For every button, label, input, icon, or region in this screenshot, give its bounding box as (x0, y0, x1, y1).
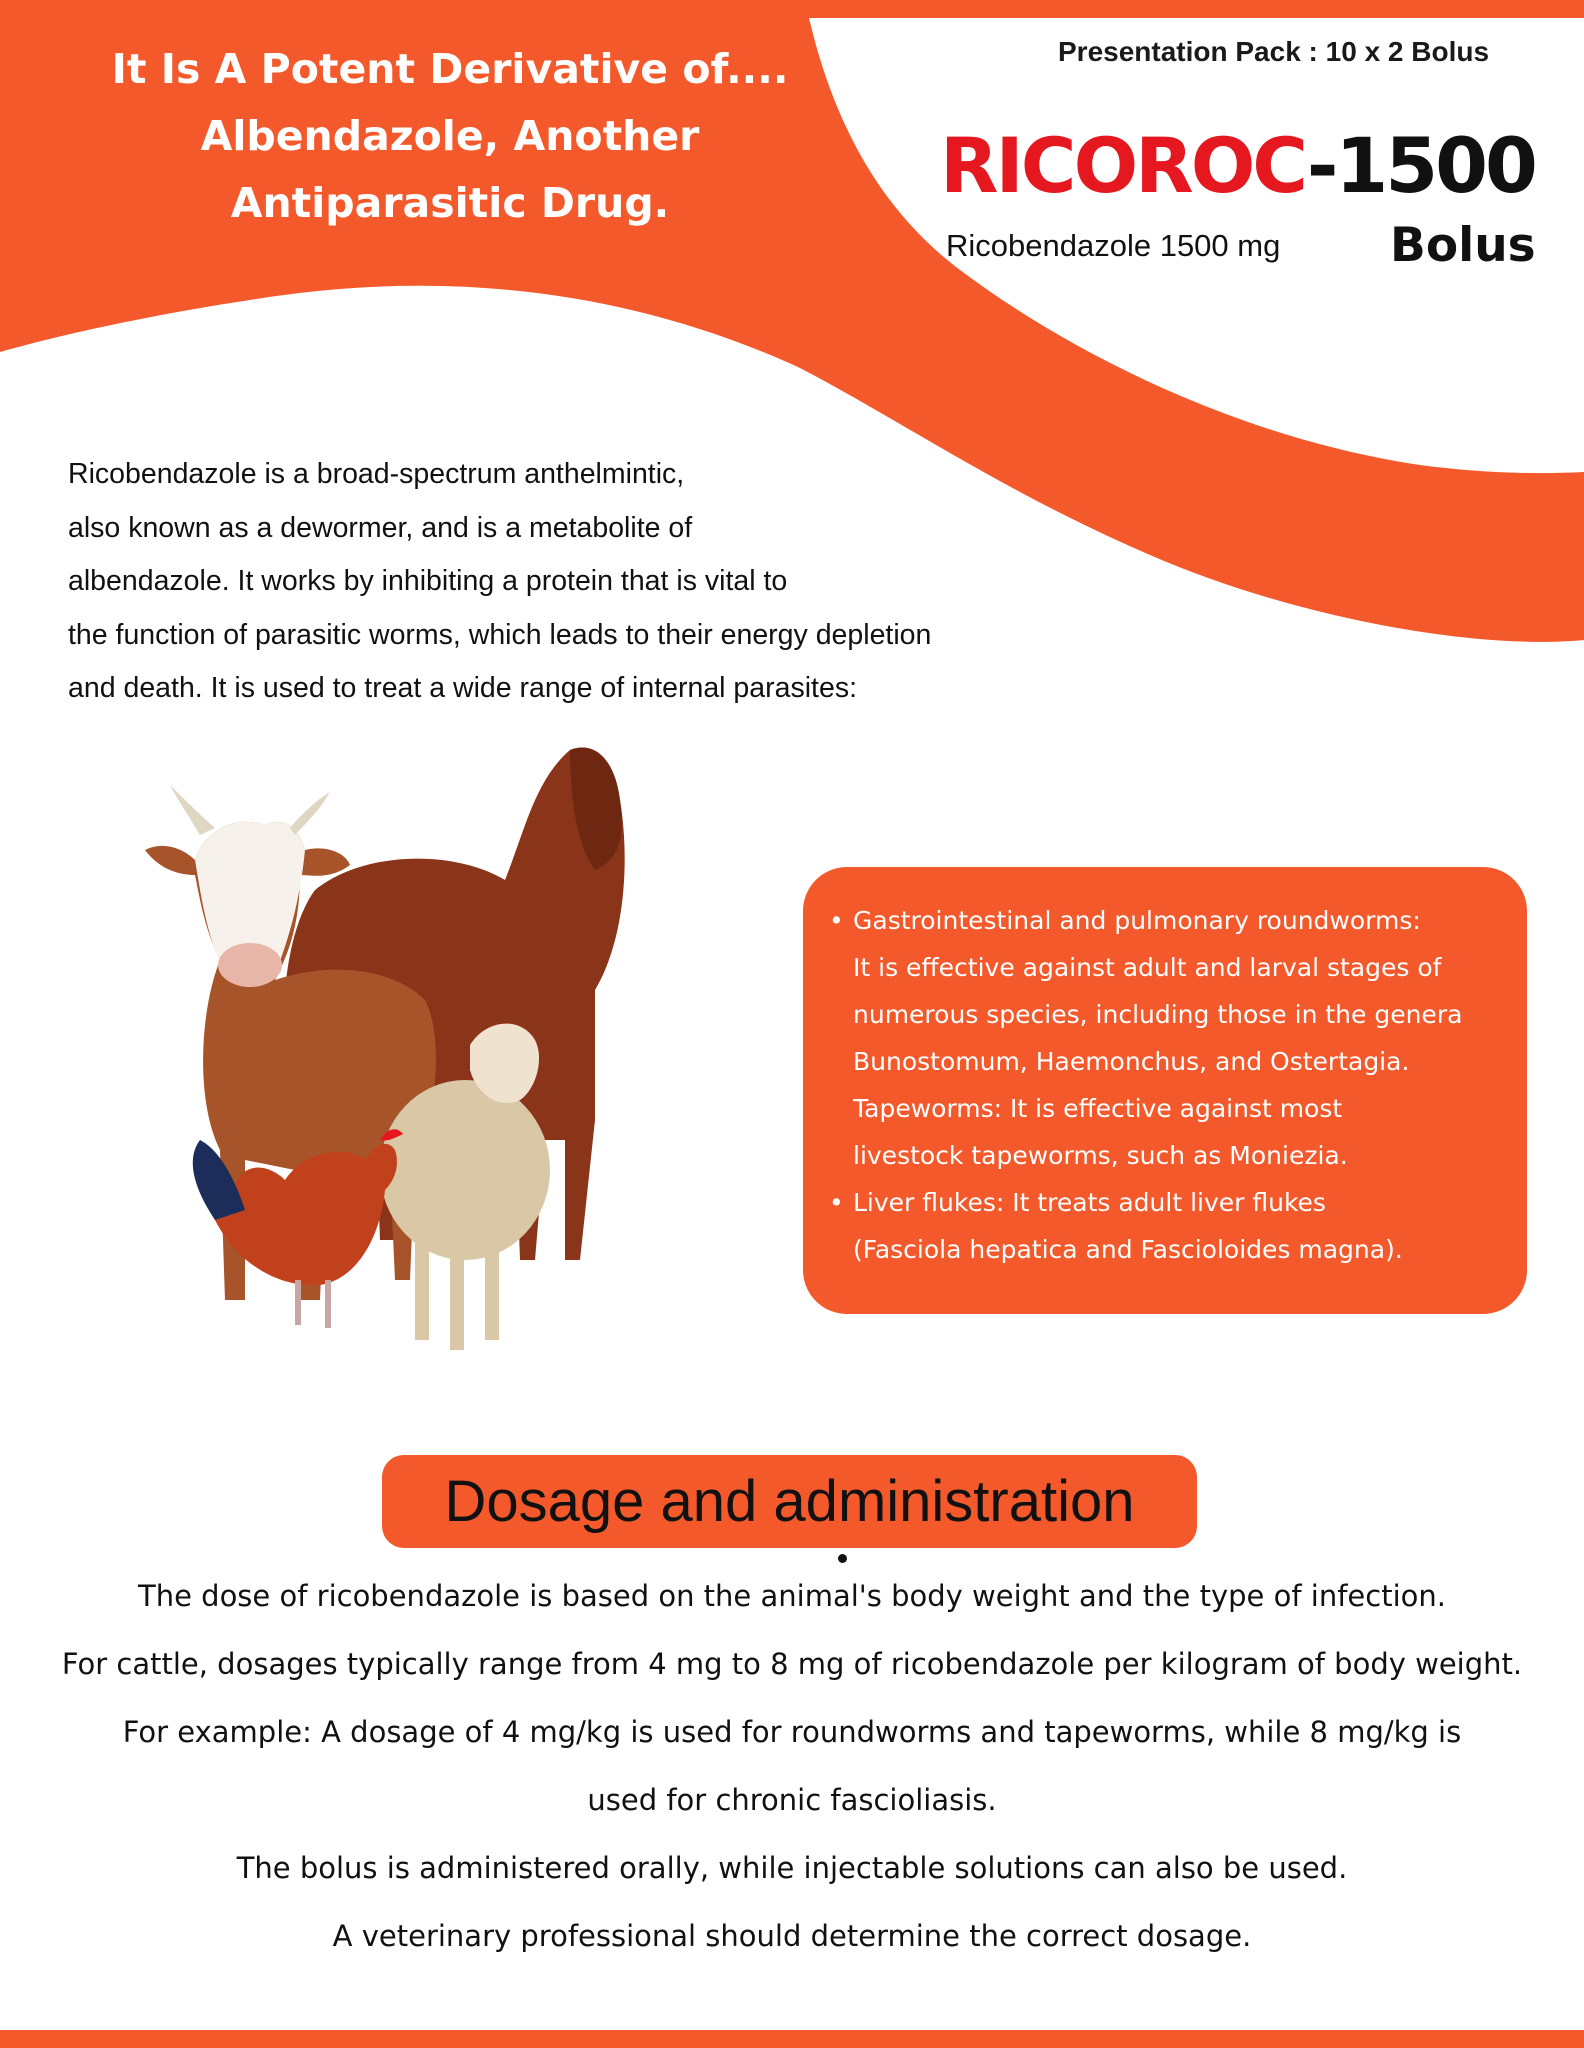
list-line: numerous species, including those in the genera (853, 1000, 1463, 1029)
presentation-pack: Presentation Pack : 10 x 2 Bolus (1058, 36, 1490, 67)
list-item (829, 897, 1513, 1179)
dosage-text (0, 1562, 1584, 1970)
dosage-line: For example: A dosage of 4 mg/kg is used for roundworms and tapeworms, while 8 mg/kg is (122, 1715, 1462, 1749)
intro-line: Ricobendazole is a broad-spectrum anthelmintic, (68, 458, 685, 490)
headline-line: Albendazole, Another (200, 112, 700, 160)
intro-line: the function of parasitic worms, which leads to their energy depletion (68, 618, 932, 651)
brand-strength: -1500 (1306, 121, 1535, 210)
list-line: livestock tapeworms, such as Moniezia. (853, 1141, 1348, 1170)
list-line: It is effective against adult and larval stages of (853, 953, 1442, 982)
brand-name: RICOROC (940, 121, 1307, 210)
list-line: Gastrointestinal and pulmonary roundworms: (853, 906, 1421, 935)
headline-line: It Is A Potent Derivative of.... (111, 45, 789, 93)
dosage-line: For cattle, dosages typically range from 4 mg to 8 mg of ricobendazole per kilogram of body weight. (61, 1647, 1523, 1681)
dosage-form: Bolus (1390, 218, 1536, 273)
generic-name: Ricobendazole 1500 mg (946, 228, 1281, 263)
headline-line: Antiparasitic Drug. (230, 179, 670, 227)
list-line: Bunostomum, Haemonchus, and Ostertagia. (853, 1047, 1410, 1076)
intro-line: also known as a dewormer, and is a metabolite of (68, 511, 693, 544)
list-item (829, 1179, 1513, 1273)
intro-line: and death. It is used to treat a wide range of internal parasites: (68, 672, 857, 704)
dosage-line: A veterinary professional should determine the correct dosage. (332, 1919, 1252, 1953)
brand-logo (940, 121, 1535, 210)
dosage-line: used for chronic fascioliasis. (587, 1783, 997, 1817)
dosage-line: The bolus is administered orally, while injectable solutions can also be used. (236, 1851, 1348, 1885)
bullet-icon: • (829, 1188, 844, 1217)
intro-paragraph (68, 448, 1068, 716)
dosage-heading: Dosage and administration (382, 1455, 1197, 1548)
parasite-list-panel (803, 867, 1527, 1314)
list-line: Liver flukes: It treats adult liver flukes (853, 1188, 1326, 1217)
dosage-line: The dose of ricobendazole is based on the animal's body weight and the type of infection. (138, 1579, 1446, 1613)
parasite-list (829, 897, 1513, 1273)
livestock-illustration (125, 740, 685, 1390)
headline (60, 36, 840, 237)
list-line: (Fasciola hepatica and Fascioloides magna). (853, 1235, 1403, 1264)
bullet-icon: • (829, 906, 844, 935)
intro-line: albendazole. It works by inhibiting a protein that is vital to (68, 565, 788, 597)
list-line: Tapeworms: It is effective against most (853, 1094, 1343, 1123)
